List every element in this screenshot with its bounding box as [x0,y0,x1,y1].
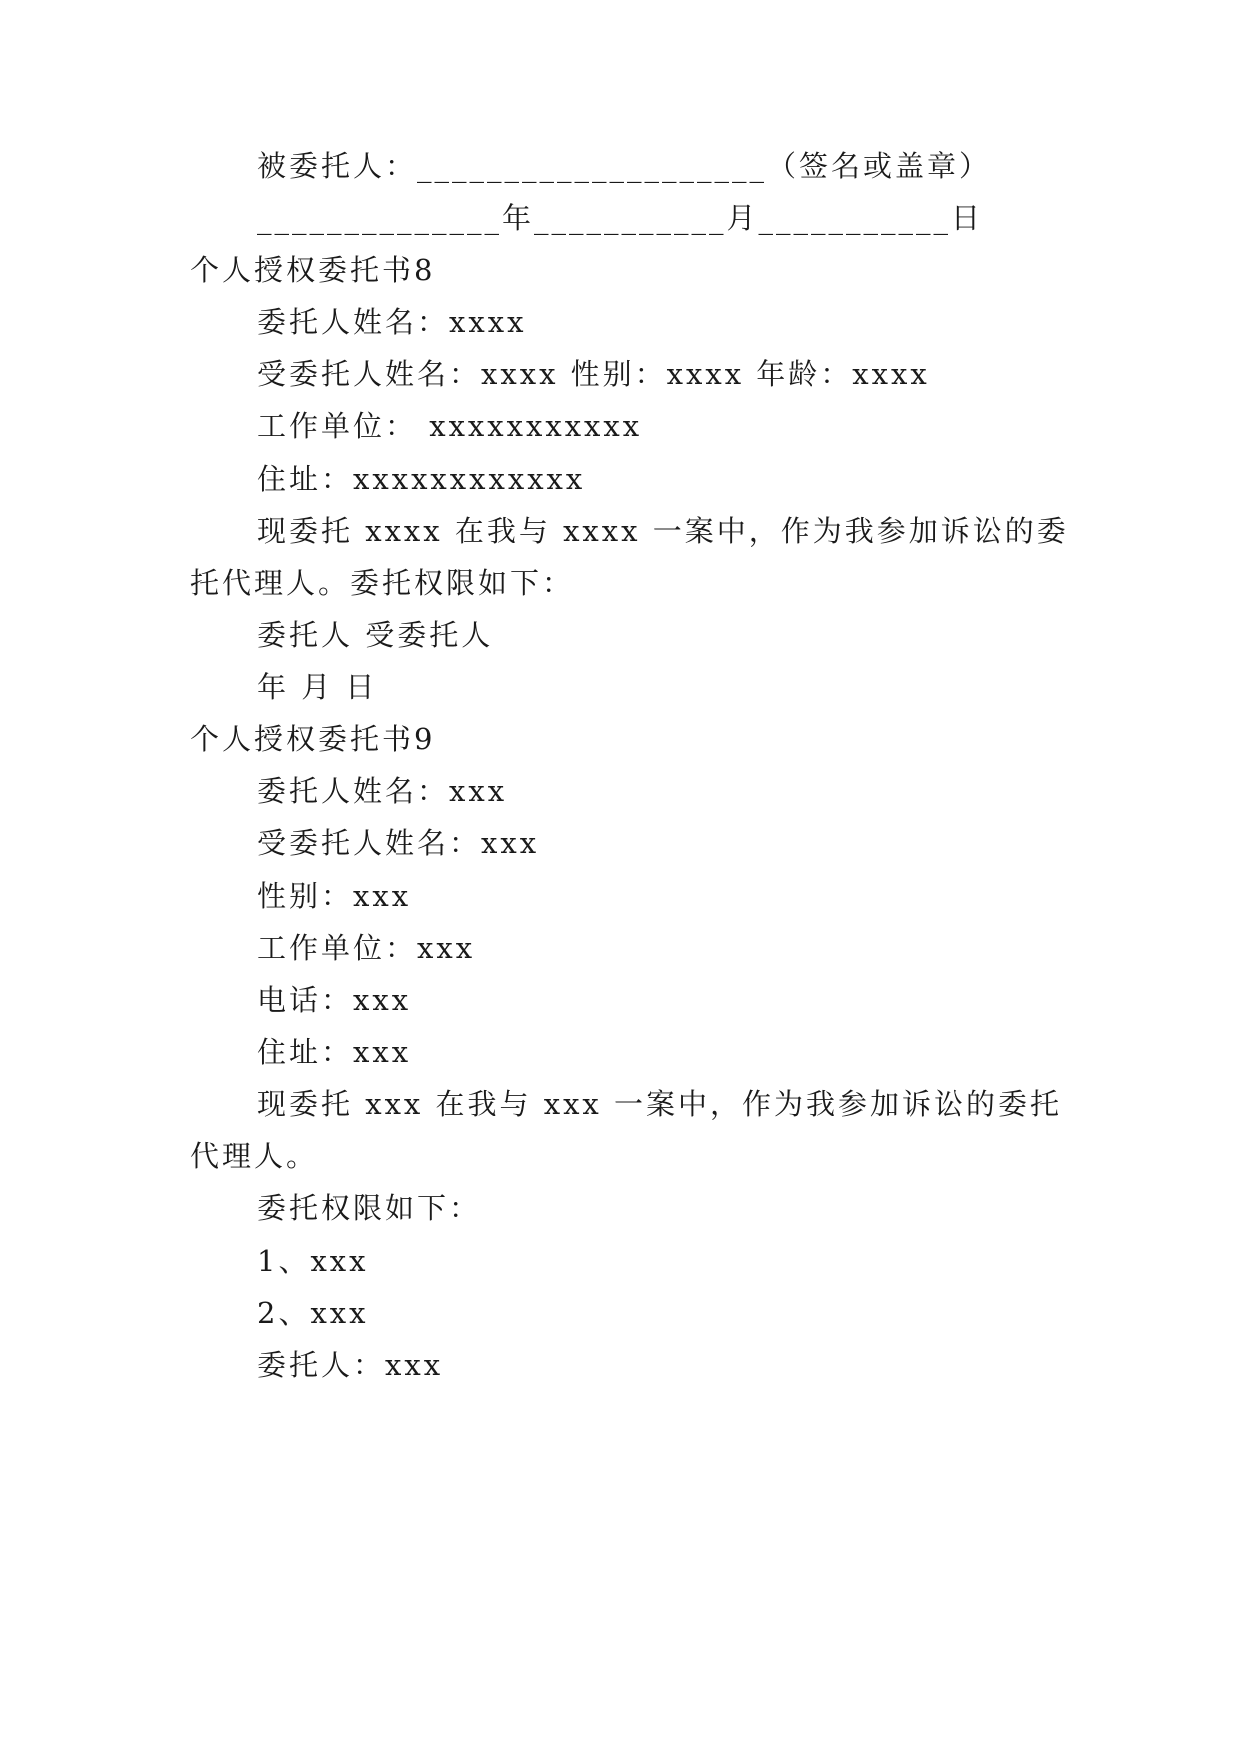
section8-title: 个人授权委托书8 [190,253,436,287]
day-blank: ___________ [758,201,952,235]
year-char: 年 [502,201,535,235]
section8-entrust-line1: 现委托 xxxx 在我与 xxxx 一案中，作为我参加诉讼的委 [257,514,1069,548]
section8-entrust-line2: 托代理人。委托权限如下： [190,566,575,600]
section9-client: 委托人：xxx [257,1348,444,1382]
section9-work-unit: 工作单位：xxx [257,931,476,965]
section8-client-name: 委托人姓名：xxxx [257,305,527,339]
section9-address: 住址：xxx [257,1035,412,1069]
signature-line [257,146,991,186]
section8-signers: 委托人 受委托人 [257,618,494,652]
section8-address: 住址：xxxxxxxxxxxx [257,462,586,496]
section9-power-1: 1、xxx [257,1244,369,1278]
year-blank: ______________ [257,201,502,235]
section9-client-name: 委托人姓名：xxx [257,774,508,808]
section9-power-2: 2、xxx [257,1296,369,1330]
section8-date: 年 月 日 [257,670,378,704]
section9-title: 个人授权委托书9 [190,722,436,756]
signature-label: 被委托人： [257,149,418,183]
section9-entrust-line1: 现委托 xxx 在我与 xxx 一案中，作为我参加诉讼的委托 [257,1087,1063,1121]
section9-gender: 性别：xxx [257,879,412,913]
section8-work-unit: 工作单位： xxxxxxxxxxx [257,409,643,443]
section9-entrust-line2: 代理人。 [190,1139,319,1173]
section9-agent-name: 受委托人姓名：xxx [257,826,540,860]
month-char: 月 [726,201,759,235]
section9-powers-label: 委托权限如下： [257,1191,482,1225]
signature-note: （签名或盖章） [767,149,992,183]
section9-phone: 电话：xxx [257,983,412,1017]
date-blank-line [257,198,983,238]
day-char: 日 [951,201,984,235]
section8-agent-info: 受委托人姓名：xxxx 性别：xxxx 年龄：xxxx [257,357,930,391]
month-blank: ___________ [534,201,727,235]
signature-blank: ____________________ [417,149,768,183]
